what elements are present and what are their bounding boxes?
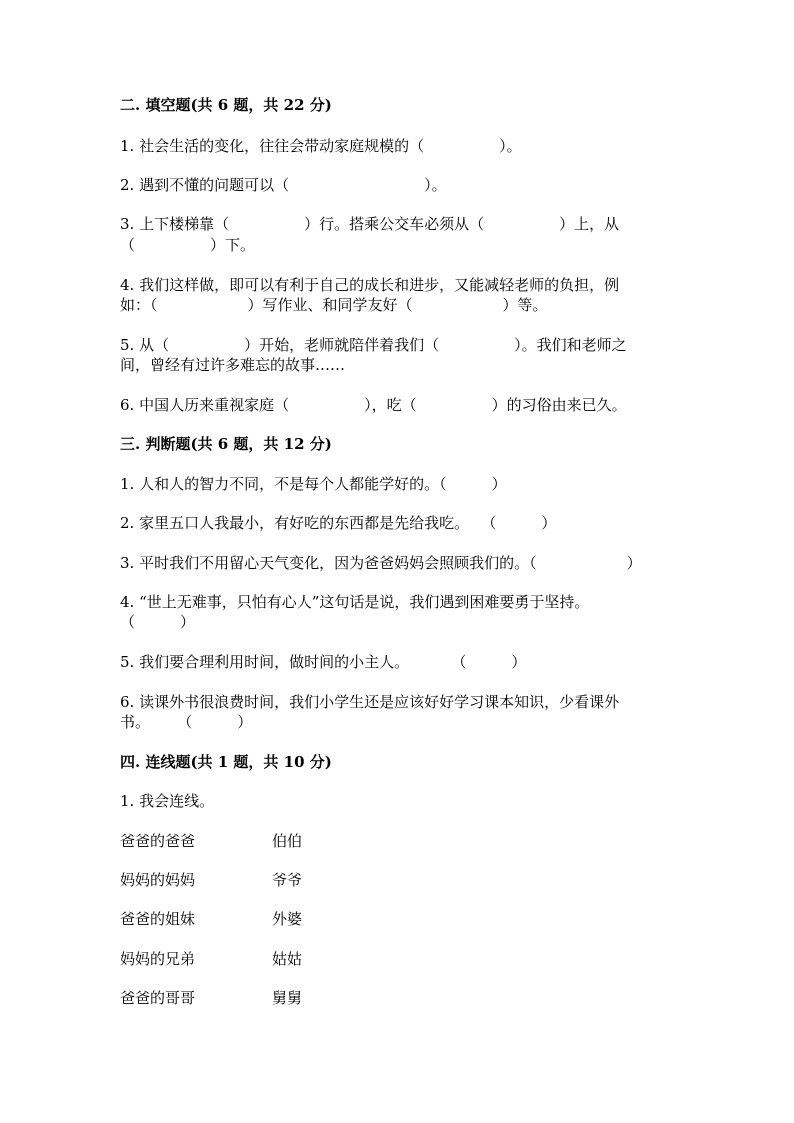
fill-blank-question-4-line-1: 4. 我们这样做，即可以有利于自己的成长和进步，又能减轻老师的负担，例: [120, 276, 620, 294]
matching-question-1: 1. 我会连线。: [120, 792, 215, 810]
matching-right-item: 舅舅: [272, 989, 303, 1007]
matching-left-item: 妈妈的妈妈: [120, 871, 196, 889]
true-false-question-5: 5. 我们要合理利用时间，做时间的小主人。 （ ）: [120, 653, 527, 671]
fill-blank-question-5-line-2: 间，曾经有过许多难忘的故事……: [120, 356, 346, 374]
true-false-question-4-line-2: （ ）: [120, 613, 196, 631]
matching-left-item: 妈妈的兄弟: [120, 950, 196, 968]
true-false-question-6-line-1: 6. 读课外书很浪费时间，我们小学生还是应该好好学习课本知识，少看课外: [120, 693, 620, 711]
true-false-question-3: 3. 平时我们不用留心天气变化，因为爸爸妈妈会照顾我们的。（ ）: [120, 554, 642, 572]
fill-blank-question-1: 1. 社会生活的变化，往往会带动家庭规模的（ ）。: [120, 137, 522, 155]
true-false-question-2: 2. 家里五口人我最小，有好吃的东西都是先给我吃。 （ ）: [120, 514, 557, 532]
true-false-question-1: 1. 人和人的智力不同，不是每个人都能学好的。（ ）: [120, 475, 507, 493]
matching-right-item: 爷爷: [272, 871, 303, 889]
section-heading-fill-blank: 二. 填空题(共 6 题，共 22 分): [120, 96, 332, 114]
fill-blank-question-3-line-1: 3. 上下楼梯靠（ ）行。搭乘公交车必须从（ ）上，从: [120, 215, 620, 233]
fill-blank-question-2: 2. 遇到不懂的问题可以（ ）。: [120, 176, 447, 194]
fill-blank-question-6: 6. 中国人历来重视家庭（ ），吃（ ）的习俗由来已久。: [120, 396, 627, 414]
matching-right-item: 姑姑: [272, 950, 303, 968]
matching-left-item: 爸爸的哥哥: [120, 989, 196, 1007]
section-heading-matching: 四. 连线题(共 1 题，共 10 分): [120, 753, 332, 771]
fill-blank-question-3-line-2: （ ）下。: [120, 236, 256, 254]
matching-right-item: 伯伯: [272, 832, 303, 850]
matching-right-item: 外婆: [272, 910, 303, 928]
fill-blank-question-5-line-1: 5. 从（ ）开始，老师就陪伴着我们（ ）。我们和老师之: [120, 336, 627, 354]
true-false-question-4-line-1: 4. “世上无难事，只怕有心人”这句话是说，我们遇到困难要勇于坚持。: [120, 593, 590, 611]
true-false-question-6-line-2: 书。 （ ）: [120, 713, 253, 731]
fill-blank-question-4-line-2: 如：（ ）写作业、和同学友好（ ）等。: [120, 296, 548, 314]
section-heading-true-false: 三. 判断题(共 6 题，共 12 分): [120, 435, 332, 453]
matching-left-item: 爸爸的爸爸: [120, 832, 196, 850]
matching-left-item: 爸爸的姐妹: [120, 910, 196, 928]
